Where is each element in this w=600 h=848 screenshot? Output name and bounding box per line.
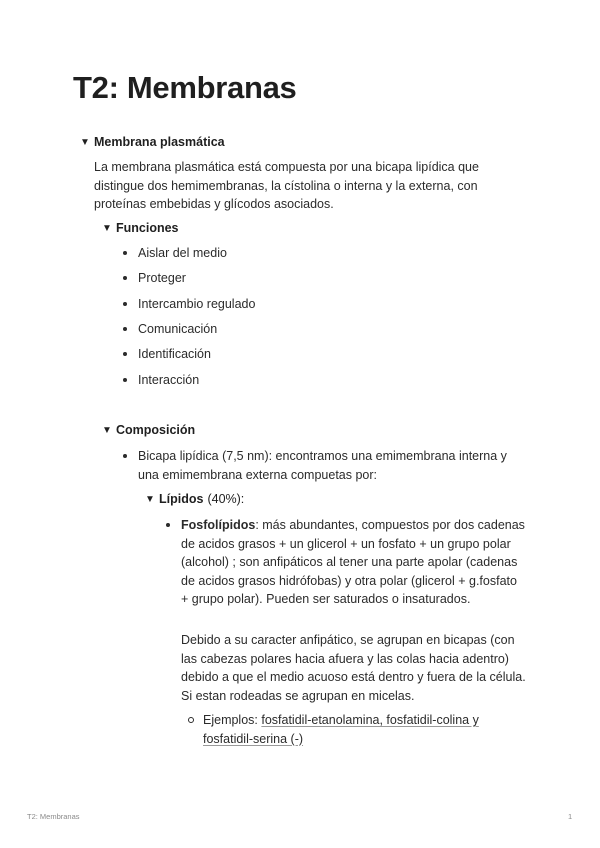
triangle-down-icon[interactable]: ▼ [102, 222, 112, 234]
footer-title: T2: Membranas [27, 812, 80, 821]
list-item [138, 371, 199, 390]
triangle-down-icon[interactable]: ▼ [145, 493, 155, 505]
bullet-dot-icon [123, 378, 127, 382]
bullet-dot-icon [166, 523, 170, 527]
bullet-dot-icon [123, 251, 127, 255]
fosfolipidos-label: Fosfolípidos [181, 518, 256, 532]
bullet-dot-icon [123, 352, 127, 356]
list-item-text: Intercambio regulado [138, 297, 256, 311]
triangle-down-icon[interactable]: ▼ [102, 424, 112, 436]
toggle-funciones[interactable] [102, 221, 179, 235]
toggle-lipidos[interactable] [145, 492, 244, 506]
list-item-text: Identificación [138, 347, 211, 361]
list-item [138, 295, 255, 314]
list-item-bicapa [138, 447, 523, 484]
toggle-composicion[interactable] [102, 423, 195, 437]
bullet-dot-icon [123, 454, 127, 458]
bullet-dot-icon [123, 327, 127, 331]
list-item-text: Aislar del medio [138, 246, 227, 260]
membrana-intro: La membrana plasmática está compuesta por una bicapa lipídica que distingue dos hemimembranas, la cístolina o interna y la externa, con proteínas embebidas y glícodos asociados. [94, 160, 479, 211]
list-item [138, 320, 217, 339]
list-item-fosfolipidos [181, 516, 526, 609]
fosfolipidos-para2: Debido a su caracter anfipático, se agrupan en bicapas (con las cabezas polares hacia afuera y las colas hacia adentro) debido a que el medio acuoso está dentro y fuera de la célula. Si estan rodeadas se agrupan en micelas. [181, 633, 526, 703]
list-item [138, 244, 227, 263]
toggle-label: Funciones [116, 221, 179, 235]
list-item-text: Comunicación [138, 322, 218, 336]
lipidos-percentage: (40%): [207, 492, 245, 506]
ejemplos-link[interactable]: fosfatidil-etanolamina, fosfatidil-colina y fosfatidil-serina (-) [203, 713, 479, 746]
toggle-label: Lípidos [159, 492, 204, 506]
bullet-circle-icon [188, 717, 194, 723]
toggle-label: Membrana plasmática [94, 135, 225, 149]
list-item [138, 345, 211, 364]
list-item-text: Bicapa lipídica (7,5 nm): encontramos una emimembrana interna y una emimembrana externa compuetas por: [138, 449, 507, 482]
triangle-down-icon[interactable]: ▼ [80, 136, 90, 148]
page-title: T2: Membranas [73, 70, 297, 105]
bullet-dot-icon [123, 276, 127, 280]
list-item-text: Interacción [138, 373, 200, 387]
list-item [138, 269, 186, 288]
toggle-membrana-plasmatica[interactable] [80, 135, 225, 149]
fosfolipidos-text: : más abundantes, compuestos por dos cadenas de acidos grasos + un glicerol + un fosfato + un grupo polar (alcohol) ; son anfipáticos al tener una parte apolar (cadenas de acidos grasos hidrófobas) y otra polar (glicerol + g.fosfato + grupo polar). Pueden ser saturados o insaturados. [181, 518, 525, 606]
toggle-label: Composición [116, 423, 196, 437]
list-item-ejemplos [203, 711, 503, 748]
list-item-text: Proteger [138, 271, 186, 285]
bullet-dot-icon [123, 302, 127, 306]
footer-page-number: 1 [568, 812, 573, 821]
ejemplos-label: Ejemplos: [203, 713, 262, 727]
